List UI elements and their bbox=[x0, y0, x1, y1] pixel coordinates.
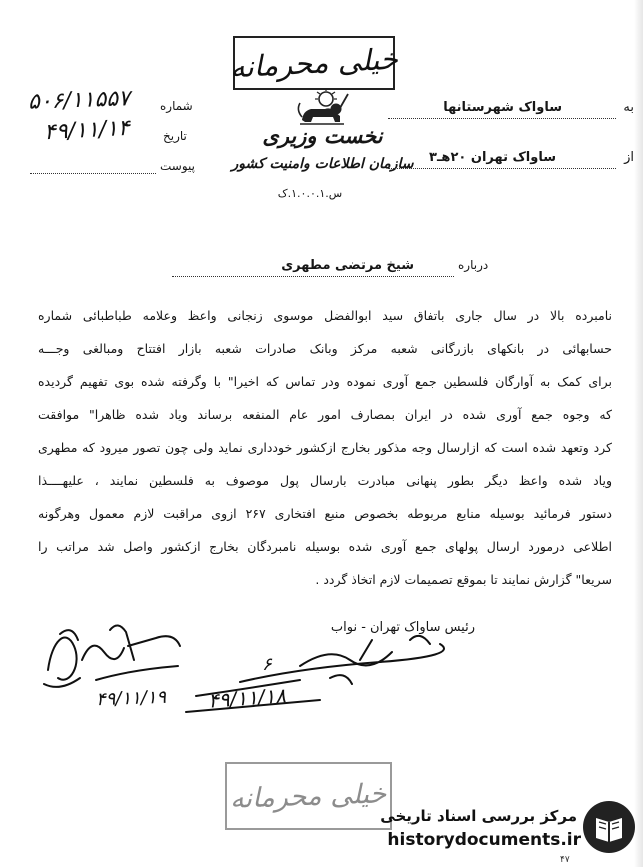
page-number: ۴۷ bbox=[560, 855, 570, 865]
letter-body bbox=[38, 299, 612, 596]
left-signature-stroke bbox=[48, 630, 180, 680]
from-field bbox=[388, 150, 616, 169]
body-line: دستور فرمائید بوسیله منابع مربوطه بخصوص منبع افتخاری ۲۶۷ ازوی مراقبت لازم معمول وهرگونه bbox=[38, 506, 612, 521]
confidential-stamp-bottom-text: خیلی محرمانه bbox=[229, 777, 388, 815]
to-label: به bbox=[623, 100, 634, 115]
body-line: که وجوه جمع آوری شده در ایران بمصارف امور عام المنفعه برساند ویاد شده ظاهرا" موافقت bbox=[38, 407, 612, 422]
organization-title: سازمان اطلاعات وامنیت کشور bbox=[231, 156, 414, 172]
middle-signature-date: ۴۹/۱۱/۱۸ bbox=[207, 683, 287, 713]
number-value: ۵۰۶/۱۱۵۵۷ bbox=[27, 86, 131, 115]
signatory-title: رئیس ساواک تهران - نواب bbox=[330, 620, 475, 635]
body-line: کرد وتعهد شده است که ازارسال وجه مذکور بخارج ازکشور خودداری نماید ولی چون تصور میرود که مطهری bbox=[38, 440, 612, 455]
archive-website: historydocuments.ir bbox=[387, 830, 581, 850]
body-line: حسابهائی در بانکهای بازرگانی شعبه مرکز وبانک صادرات شعبه بازار افتتاح ومبالغی وجـــه bbox=[38, 341, 612, 356]
subject-field bbox=[172, 258, 454, 277]
body-line: اطلاعی درمورد ارسال پولهای جمع آوری شده بوسیله نامبردگان بخارج ازکشور واصل شد مراتب را bbox=[38, 539, 612, 554]
organization-code: س.۱.۰.۰.۱.ک bbox=[277, 187, 343, 200]
book-icon bbox=[582, 800, 636, 854]
to-row bbox=[388, 100, 634, 120]
body-line: ویاد شده واعظ دیگر بطور پنهانی مبادرت بارسال پول موصوف به فلسطین نمایند ، علیهــــذا bbox=[38, 473, 612, 488]
body-line: برای کمک به آوارگان فلسطین جمع آوری نموده ودر تماس که اخیرا" با وگرفته شده بوی تفهیم گردیده bbox=[38, 374, 612, 389]
number-label: شماره bbox=[160, 99, 193, 113]
body-line: نامبرده بالا در سال جاری باتفاق سید ابوالفضل موسوی زنجانی واعظ وعلامه طباطبائی شماره bbox=[38, 308, 612, 323]
to-value: ساواک شهرستانها bbox=[443, 100, 562, 115]
date-label: تاریخ bbox=[163, 129, 187, 143]
confidential-stamp-text: خیلی محرمانه bbox=[229, 41, 399, 85]
attachment-field bbox=[30, 172, 156, 174]
ministry-title: نخست وزیری bbox=[262, 124, 383, 148]
from-row bbox=[388, 150, 634, 170]
subject-value: شیخ مرتضی مطهری bbox=[281, 258, 414, 273]
subject-label: درباره bbox=[458, 258, 489, 272]
left-signature-date: ۴۹/۱۱/۱۹ bbox=[95, 686, 167, 711]
to-field bbox=[388, 100, 616, 119]
confidential-stamp-bottom bbox=[225, 762, 392, 830]
body-line: سریعا" گزارش نمایند تا بموقع تصمیمات لازم اتخاذ گردد . bbox=[315, 572, 612, 587]
archive-center-name: مرکز بررسی اسناد تاریخی bbox=[380, 807, 577, 825]
confidential-stamp-top bbox=[229, 36, 399, 90]
from-label: از bbox=[624, 150, 634, 165]
attachment-label: پیوست bbox=[160, 159, 195, 173]
lion-and-sun-emblem-icon bbox=[294, 86, 350, 126]
date-value: ۴۹/۱۱/۱۴ bbox=[43, 115, 131, 146]
middle-signature-note: ۶ bbox=[262, 654, 272, 675]
from-value: ساواک تهران ۲۰هـ۳ bbox=[429, 150, 556, 165]
